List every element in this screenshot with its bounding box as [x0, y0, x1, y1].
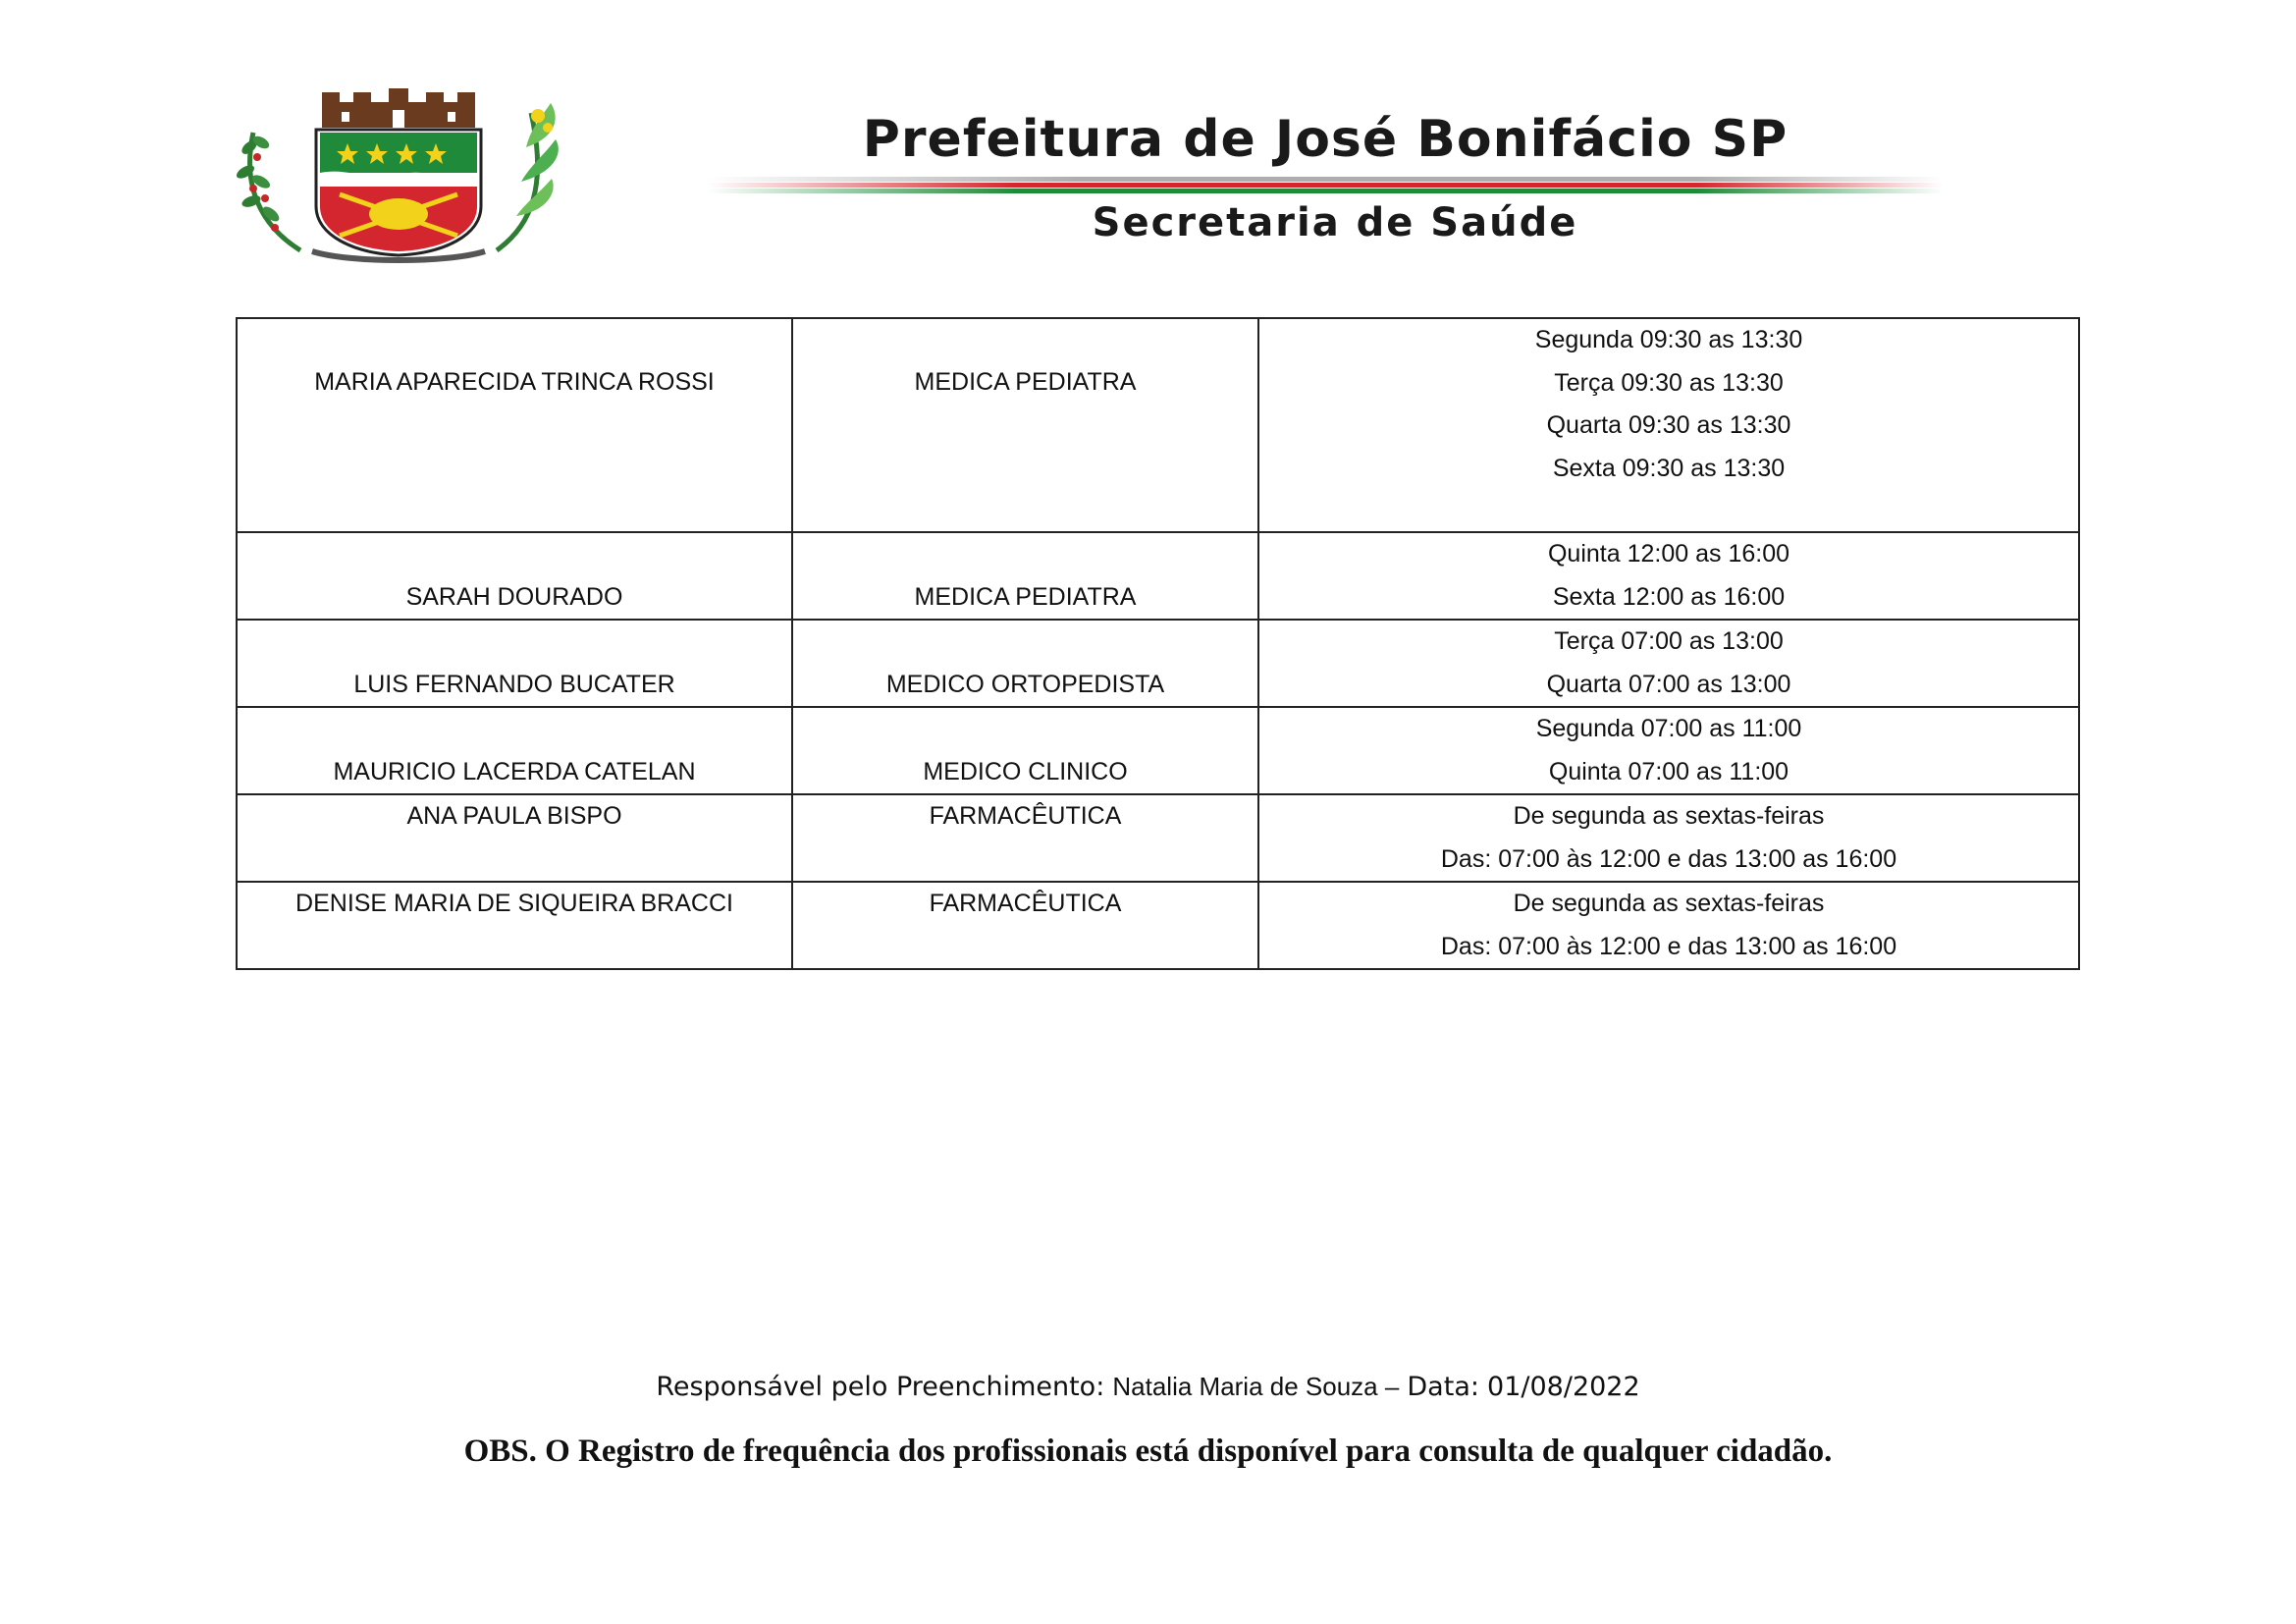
- professional-name: LUIS FERNANDO BUCATER: [237, 620, 792, 707]
- work-hours: [1258, 794, 2079, 882]
- brand-block: [707, 110, 1944, 247]
- work-hours: [1258, 620, 2079, 707]
- flag-stripes-divider: [707, 175, 1944, 196]
- page-subtitle: Secretaria de Saúde: [1092, 200, 1578, 245]
- hours-line: De segunda as sextas-feiras: [1513, 890, 1825, 917]
- page-title: Prefeitura de José Bonifácio SP: [862, 110, 1789, 169]
- date-label: Data:: [1407, 1372, 1479, 1402]
- hours-line: Das: 07:00 às 12:00 e das 13:00 as 16:00: [1440, 844, 1897, 873]
- table-row: [237, 532, 2079, 620]
- hours-line: Quinta 12:00 as 16:00: [1547, 540, 1790, 568]
- table-row: [237, 707, 2079, 794]
- work-hours: [1258, 532, 2079, 620]
- hours-line: Quinta 07:00 as 11:00: [1548, 757, 1789, 785]
- date-value: 01/08/2022: [1487, 1372, 1640, 1402]
- table-row: [237, 882, 2079, 969]
- work-hours: [1258, 318, 2079, 532]
- professional-name: MAURICIO LACERDA CATELAN: [237, 707, 792, 794]
- hours-line: Segunda 09:30 as 13:30: [1534, 326, 1803, 353]
- professional-role: FARMACÊUTICA: [792, 882, 1258, 969]
- municipal-coat-of-arms-logo: [232, 88, 565, 263]
- professional-role: FARMACÊUTICA: [792, 794, 1258, 882]
- professional-role: MEDICA PEDIATRA: [792, 318, 1258, 532]
- table-row: [237, 620, 2079, 707]
- hours-line: Quarta 09:30 as 13:30: [1546, 411, 1791, 439]
- professional-role: MEDICO CLINICO: [792, 707, 1258, 794]
- professional-name: SARAH DOURADO: [237, 532, 792, 620]
- hours-line: Terça 09:30 as 13:30: [1554, 368, 1784, 397]
- work-hours: [1258, 707, 2079, 794]
- corn-branch-icon: [497, 103, 559, 250]
- hours-line: Das: 07:00 às 12:00 e das 13:00 as 16:00: [1440, 932, 1897, 960]
- table-row: [237, 318, 2079, 532]
- professional-name: DENISE MARIA DE SIQUEIRA BRACCI: [237, 882, 792, 969]
- hours-line: De segunda as sextas-feiras: [1513, 802, 1825, 830]
- responsible-line: [0, 1371, 2296, 1403]
- table-row: [237, 794, 2079, 882]
- shield-icon: [316, 130, 481, 255]
- coffee-branch-icon: [235, 133, 300, 250]
- professional-role: MEDICO ORTOPEDISTA: [792, 620, 1258, 707]
- professional-name: ANA PAULA BISPO: [237, 794, 792, 882]
- professional-name: MARIA APARECIDA TRINCA ROSSI: [237, 318, 792, 532]
- responsible-name: Natalia Maria de Souza –: [1112, 1372, 1400, 1401]
- responsible-label: Responsável pelo Preenchimento:: [656, 1372, 1105, 1402]
- hours-line: Segunda 07:00 as 11:00: [1535, 715, 1802, 742]
- hours-line: Sexta 09:30 as 13:30: [1552, 454, 1786, 482]
- observation-note: OBS. O Registro de frequência dos profissionais está disponível para consulta de qualquer cidadão.: [463, 1434, 1833, 1469]
- hours-line: Quarta 07:00 as 13:00: [1546, 670, 1791, 698]
- work-hours: [1258, 882, 2079, 969]
- professional-schedule-table: [236, 317, 2080, 970]
- professional-role: MEDICA PEDIATRA: [792, 532, 1258, 620]
- hours-line: Terça 07:00 as 13:00: [1554, 627, 1784, 655]
- mural-crown-icon: [322, 88, 475, 128]
- hours-line: Sexta 12:00 as 16:00: [1552, 582, 1786, 611]
